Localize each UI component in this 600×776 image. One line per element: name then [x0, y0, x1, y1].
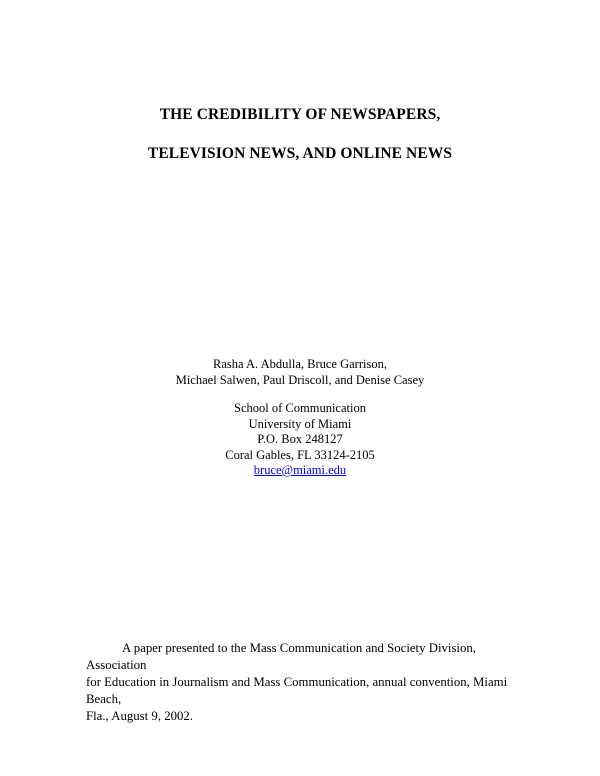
university-name: University of Miami: [248, 416, 352, 431]
authors-line-2: Michael Salwen, Paul Driscoll, and Denise Casey: [175, 372, 425, 387]
school-name: School of Communication: [234, 401, 366, 415]
author-list: [0, 357, 600, 388]
po-box: P.O. Box 248127: [257, 432, 343, 446]
note-line-2: for Education in Journalism and Mass Communication, annual convention, Miami Beach,: [86, 675, 508, 706]
title-line-1: THE CREDIBILITY OF NEWSPAPERS,: [159, 106, 441, 123]
email-link[interactable]: bruce@miami.edu: [253, 463, 347, 477]
authors-line-1: Rasha A. Abdulla, Bruce Garrison,: [213, 357, 387, 371]
city-address: Coral Gables, FL 33124-2105: [225, 447, 375, 462]
note-line-3: Fla., August 9, 2002.: [86, 709, 194, 723]
affiliation-block: [0, 401, 600, 479]
presentation-note: [86, 640, 518, 725]
note-line-1: A paper presented to the Mass Communication and Society Division, Association: [86, 641, 476, 672]
title-line-2: TELEVISION NEWS, AND ONLINE NEWS: [147, 145, 453, 162]
